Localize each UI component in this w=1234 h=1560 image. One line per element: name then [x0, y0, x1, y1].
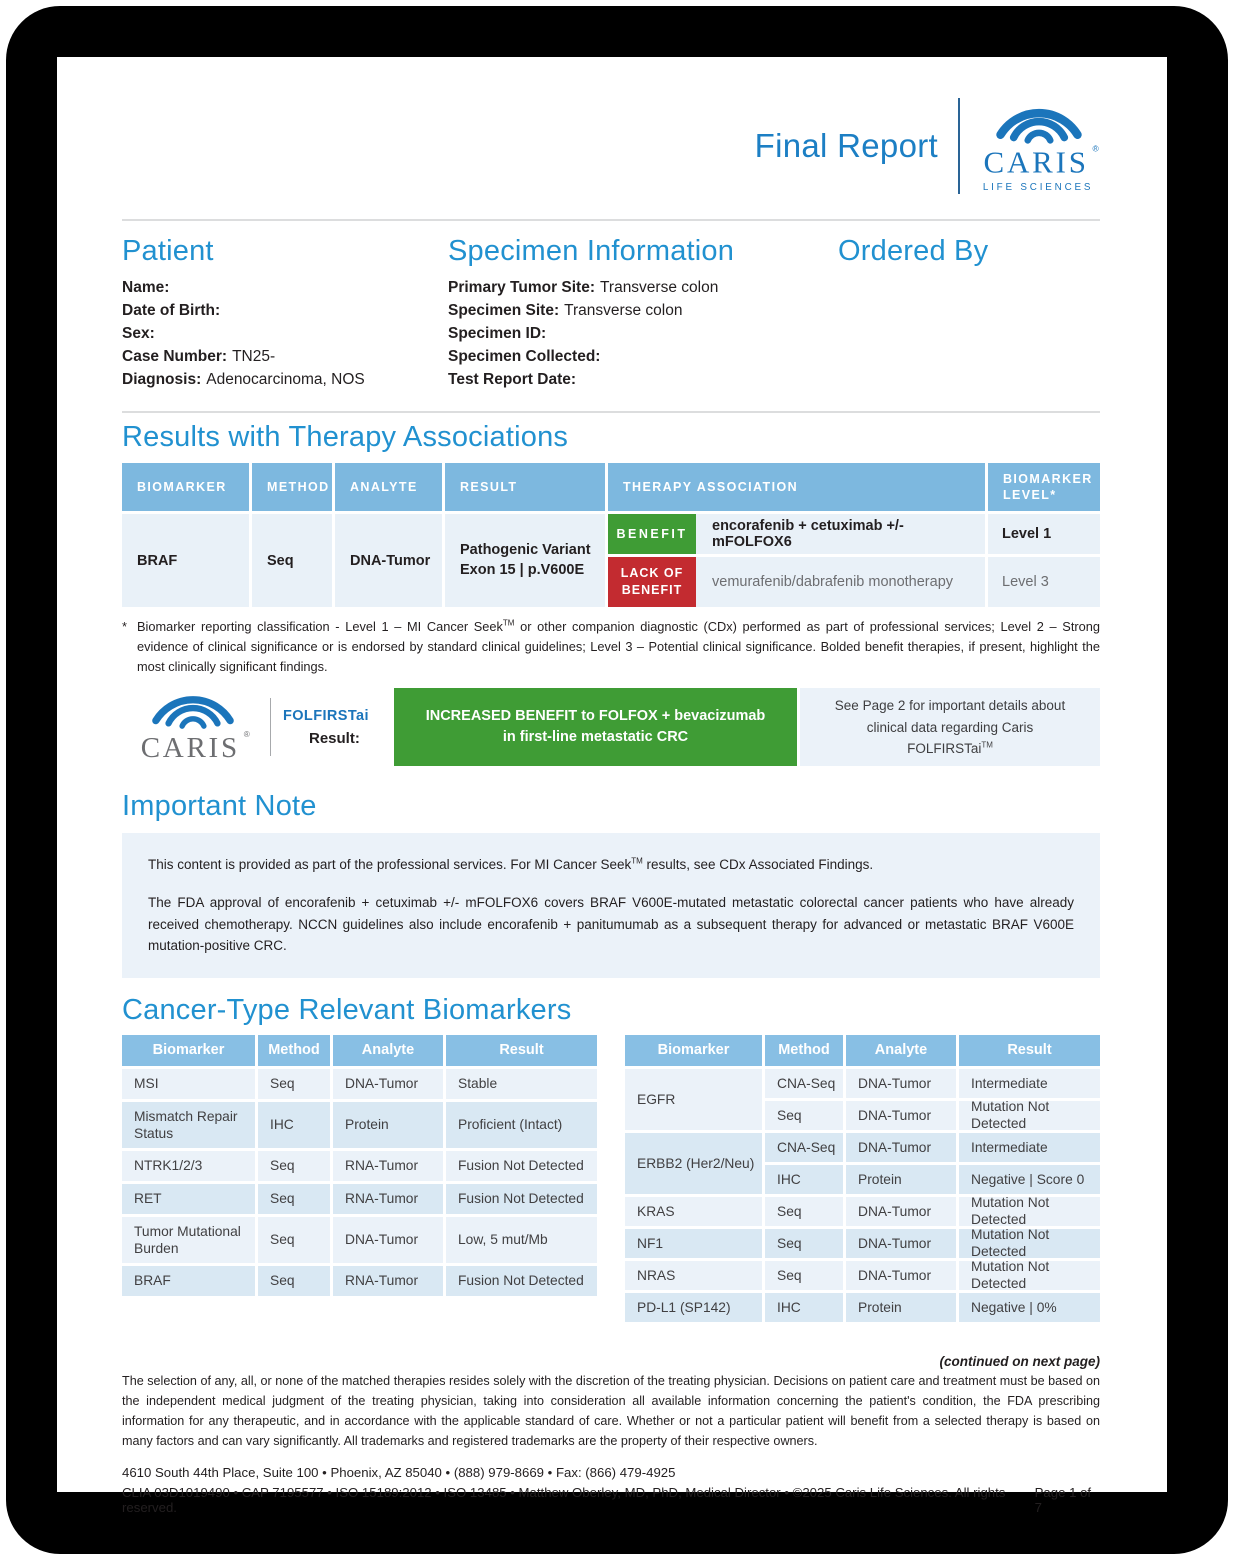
footnote-pre: Biomarker reporting classification - Level 1 – MI Cancer Seek: [136, 619, 503, 634]
biomarker-table-left: [122, 1035, 597, 1322]
badge-line-1: LACK OF: [620, 566, 684, 581]
lack-of-benefit-therapy: vemurafenib/dabrafenib monotherapy: [696, 557, 985, 607]
result-cell: Negative | 0%: [959, 1293, 1100, 1322]
field-label: Specimen Site:: [448, 302, 560, 319]
important-note-paragraph-2: The FDA approval of encorafenib + cetuximab +/- mFOLFOX6 covers BRAF V600E-mutated metastatic colorectal cancer patients who have already received chemotherapy. NCCN guidelines also include encorafenib + panitumumab as a subsequent therapy for advanced or metastatic BRAF V600E mutation-positive CRC.: [148, 895, 1074, 954]
analyte-cell: DNA-Tumor: [846, 1069, 956, 1098]
section-divider: [122, 219, 1100, 221]
see-page-text: [834, 695, 1066, 760]
benefit-badge: BENEFIT: [608, 514, 696, 554]
result-cell: [445, 514, 605, 607]
footnote-text: [137, 617, 1100, 676]
important-note-heading: Important Note: [122, 790, 317, 823]
biomarker-cell: BRAF: [122, 514, 249, 607]
column-header-biomarker: Biomarker: [625, 1035, 762, 1066]
analyte-cell: DNA-Tumor: [846, 1133, 956, 1162]
column-header-analyte: Analyte: [333, 1035, 443, 1066]
analyte-cell: DNA-Tumor: [333, 1217, 443, 1263]
field-label: Case Number:: [122, 348, 228, 365]
continued-on-next-page: (continued on next page): [939, 1353, 1100, 1369]
column-header-biomarker-level: BIOMARKER LEVEL*: [988, 463, 1100, 511]
field-label: Date of Birth:: [122, 302, 221, 319]
logo-registered-mark: ®: [1092, 143, 1099, 154]
method-cell: IHC: [765, 1293, 843, 1322]
logo-tagline-text: LIFE SCIENCES: [982, 182, 1094, 194]
patient-field-diagnosis: [122, 368, 448, 391]
folfirstai-band: [122, 688, 1100, 766]
specimen-field-primary-tumor-site: [448, 276, 838, 299]
method-cell: Seq: [258, 1217, 330, 1263]
logo-brand-text: CARIS: [983, 144, 1089, 180]
patient-field-dob: [122, 299, 448, 322]
biomarker-cell: MSI: [122, 1069, 255, 1099]
analyte-cell: DNA-Tumor: [846, 1101, 956, 1130]
column-header-biomarker: Biomarker: [122, 1035, 255, 1066]
result-cell: Fusion Not Detected: [446, 1184, 597, 1214]
column-header-method: Method: [258, 1035, 330, 1066]
therapy-association-cell: [608, 514, 985, 607]
ordered-by-heading: Ordered By: [838, 235, 989, 267]
folfirstai-logo-block: [122, 688, 394, 766]
analyte-cell: RNA-Tumor: [333, 1151, 443, 1181]
column-header-biomarker: BIOMARKER: [122, 463, 249, 511]
credentials-row: [122, 1485, 1100, 1515]
caris-logo-icon: [978, 94, 1100, 198]
trademark-superscript: TM: [981, 740, 993, 750]
method-cell: Seq: [765, 1197, 843, 1226]
biomarker-cell: BRAF: [122, 1266, 255, 1296]
result-line-1: Pathogenic Variant: [460, 541, 591, 558]
patient-field-name: [122, 276, 448, 299]
specimen-field-specimen-id: [448, 322, 838, 345]
results-heading: Results with Therapy Associations: [122, 421, 569, 453]
biomarker-cell: NRAS: [625, 1261, 762, 1290]
result-cell: Mutation Not Detected: [959, 1101, 1100, 1130]
folfirstai-result-banner: [394, 688, 797, 766]
analyte-cell: Protein: [846, 1165, 956, 1194]
biomarker-level-cell: [988, 514, 1100, 607]
field-value: Adenocarcinoma, NOS: [206, 371, 365, 388]
trademark-superscript: TM: [502, 618, 515, 628]
specimen-field-specimen-site: [448, 299, 838, 322]
analyte-cell: RNA-Tumor: [333, 1266, 443, 1296]
footnote-marker: *: [122, 619, 127, 634]
biomarker-cell: RET: [122, 1184, 255, 1214]
section-divider: [122, 411, 1100, 413]
paragraph-text: results, see CDx Associated Findings.: [642, 857, 874, 873]
field-value: Transverse colon: [564, 302, 683, 319]
method-cell: Seq: [258, 1266, 330, 1296]
therapy-table-header: [122, 463, 1100, 511]
biomarker-cell: EGFR: [625, 1069, 762, 1130]
lack-of-benefit-badge: [608, 557, 696, 607]
analyte-cell: Protein: [333, 1102, 443, 1148]
result-cell: Mutation Not Detected: [959, 1229, 1100, 1258]
note-text: See Page 2 for important details about clinical data regarding Caris FOLFIRSTai: [834, 698, 1066, 757]
method-cell: Seq: [258, 1069, 330, 1099]
therapy-table-row: [122, 514, 1100, 607]
result-cell: Fusion Not Detected: [446, 1266, 597, 1296]
result-cell: Mutation Not Detected: [959, 1261, 1100, 1290]
trademark-superscript: TM: [631, 856, 643, 866]
specimen-section: [448, 235, 838, 391]
analyte-cell: DNA-Tumor: [333, 1069, 443, 1099]
result-banner-line-1: INCREASED BENEFIT to FOLFOX + bevacizumab: [425, 707, 766, 724]
result-cell: Mutation Not Detected: [959, 1197, 1100, 1226]
patient-section: [122, 235, 448, 391]
specimen-field-specimen-collected: [448, 345, 838, 368]
association-row-benefit: [608, 514, 985, 554]
association-row-lack-of-benefit: [608, 557, 985, 607]
benefit-therapy: encorafenib + cetuximab +/- mFOLFOX6: [696, 514, 985, 554]
field-label: Specimen Collected:: [448, 348, 601, 365]
biomarker-cell: Mismatch Repair Status: [122, 1102, 255, 1148]
method-cell: Seq: [765, 1229, 843, 1258]
lab-credentials: CLIA 03D1019490 • CAP 7195577 • ISO 15189:2012 • ISO 13485 • Matthew Oberley, MD, PhD, Medical Director • ©2025 Caris Life Sciences. All rights reserved.: [122, 1484, 1006, 1515]
biomarker-cell: Tumor Mutational Burden: [122, 1217, 255, 1263]
biomarker-table-right: [625, 1035, 1100, 1322]
field-label: Primary Tumor Site:: [448, 279, 596, 296]
patient-heading: Patient: [122, 235, 214, 267]
result-line-2: Exon 15 | p.V600E: [460, 561, 585, 578]
biomarker-cell: NF1: [625, 1229, 762, 1258]
result-label: Result:: [309, 729, 360, 747]
method-cell: IHC: [765, 1165, 843, 1194]
level-3-value: Level 3: [988, 557, 1100, 607]
biomarker-level-footnote: [122, 617, 1100, 676]
report-page: [57, 57, 1167, 1515]
legal-disclaimer: The selection of any, all, or none of the matched therapies resides solely with the discretion of the treating physician. Decisions on patient care and treatment must be based on the independent medical judgment of the treating physician, taking into consideration all available information concerning the patient's condition, the FDA prescribing information for any therapeutic, and in accordance with the applicable standard of care. Whether or not a particular patient will benefit from a selected therapy is based on many factors and can vary significantly. All trademarks and registered trademarks are the property of their respective owners.: [122, 1373, 1100, 1448]
result-cell: Proficient (Intact): [446, 1102, 597, 1148]
biomarker-cell: PD-L1 (SP142): [625, 1293, 762, 1322]
result-cell: Intermediate: [959, 1133, 1100, 1162]
specimen-field-test-report-date: [448, 368, 838, 391]
field-label: Diagnosis:: [122, 371, 202, 388]
level-1-value: Level 1: [988, 514, 1100, 554]
result-cell: Intermediate: [959, 1069, 1100, 1098]
caris-folfirstai-logo-icon: [122, 688, 264, 766]
logo-divider: [270, 698, 271, 756]
report-header: [122, 57, 1100, 197]
patient-field-sex: [122, 322, 448, 345]
method-cell: Seq: [765, 1261, 843, 1290]
column-header-result: Result: [446, 1035, 597, 1066]
field-label: Test Report Date:: [448, 371, 577, 388]
analyte-cell: DNA-Tumor: [335, 514, 442, 607]
biomarker-cell: KRAS: [625, 1197, 762, 1226]
page-number: Page 1 of 7: [1034, 1484, 1092, 1515]
biomarker-cell: ERBB2 (Her2/Neu): [625, 1133, 762, 1194]
therapy-table: [122, 463, 1100, 607]
method-cell: Seq: [258, 1184, 330, 1214]
field-label: Sex:: [122, 325, 155, 342]
method-cell: Seq: [252, 514, 332, 607]
footnote-post: or other companion diagnostic (CDx) performed as part of professional services; Level 2 – Strong evidence of clinical significance or is endorsed by standard clinical guidelines; Level 3 – Potential clinical significance. Bolded benefit therapies, if present, highlight the most clinically significant findings.: [136, 619, 1100, 674]
important-note-paragraph-1: [148, 854, 1074, 876]
result-cell: Low, 5 mut/Mb: [446, 1217, 597, 1263]
column-header-result: RESULT: [445, 463, 605, 511]
folfirstai-product-name: FOLFIRSTai: [283, 707, 369, 724]
column-header-therapy-association: THERAPY ASSOCIATION: [608, 463, 985, 511]
method-cell: CNA-Seq: [765, 1069, 843, 1098]
lab-address: 4610 South 44th Place, Suite 100 • Phoenix, AZ 85040 • (888) 979-8669 • Fax: (866) 479-4925: [122, 1464, 676, 1480]
field-value: Transverse colon: [600, 279, 719, 296]
method-cell: Seq: [258, 1151, 330, 1181]
field-label: Specimen ID:: [448, 325, 547, 342]
method-cell: CNA-Seq: [765, 1133, 843, 1162]
logo-registered-mark: ®: [243, 730, 250, 740]
method-cell: Seq: [765, 1101, 843, 1130]
patient-field-case-number: [122, 345, 448, 368]
logo-brand-text: CARIS: [140, 732, 240, 765]
analyte-cell: RNA-Tumor: [333, 1184, 443, 1214]
ordered-by-section: [838, 235, 1100, 391]
folfirstai-see-page-note: [800, 688, 1100, 766]
biomarker-cell: NTRK1/2/3: [122, 1151, 255, 1181]
analyte-cell: Protein: [846, 1293, 956, 1322]
field-label: Name:: [122, 279, 170, 296]
paragraph-text: This content is provided as part of the professional services. For MI Cancer Seek: [148, 857, 632, 873]
report-title: Final Report: [754, 127, 938, 164]
field-value: TN25-: [232, 348, 276, 365]
important-note-box: [122, 833, 1100, 977]
cancer-biomarkers-heading: Cancer-Type Relevant Biomarkers: [122, 993, 572, 1026]
cancer-biomarker-tables: [122, 1035, 1100, 1322]
result-cell: Stable: [446, 1069, 597, 1099]
analyte-cell: DNA-Tumor: [846, 1261, 956, 1290]
result-cell: Fusion Not Detected: [446, 1151, 597, 1181]
info-columns: [122, 235, 1100, 391]
column-header-analyte: ANALYTE: [335, 463, 442, 511]
column-header-result: Result: [959, 1035, 1100, 1066]
analyte-cell: DNA-Tumor: [846, 1229, 956, 1258]
column-header-method: METHOD: [252, 463, 332, 511]
result-cell: Negative | Score 0: [959, 1165, 1100, 1194]
column-header-analyte: Analyte: [846, 1035, 956, 1066]
result-banner-line-2: in first-line metastatic CRC: [502, 729, 689, 746]
analyte-cell: DNA-Tumor: [846, 1197, 956, 1226]
badge-line-2: BENEFIT: [621, 583, 683, 597]
method-cell: IHC: [258, 1102, 330, 1148]
column-header-method: Method: [765, 1035, 843, 1066]
specimen-heading: Specimen Information: [448, 235, 735, 267]
header-divider: [958, 98, 960, 194]
